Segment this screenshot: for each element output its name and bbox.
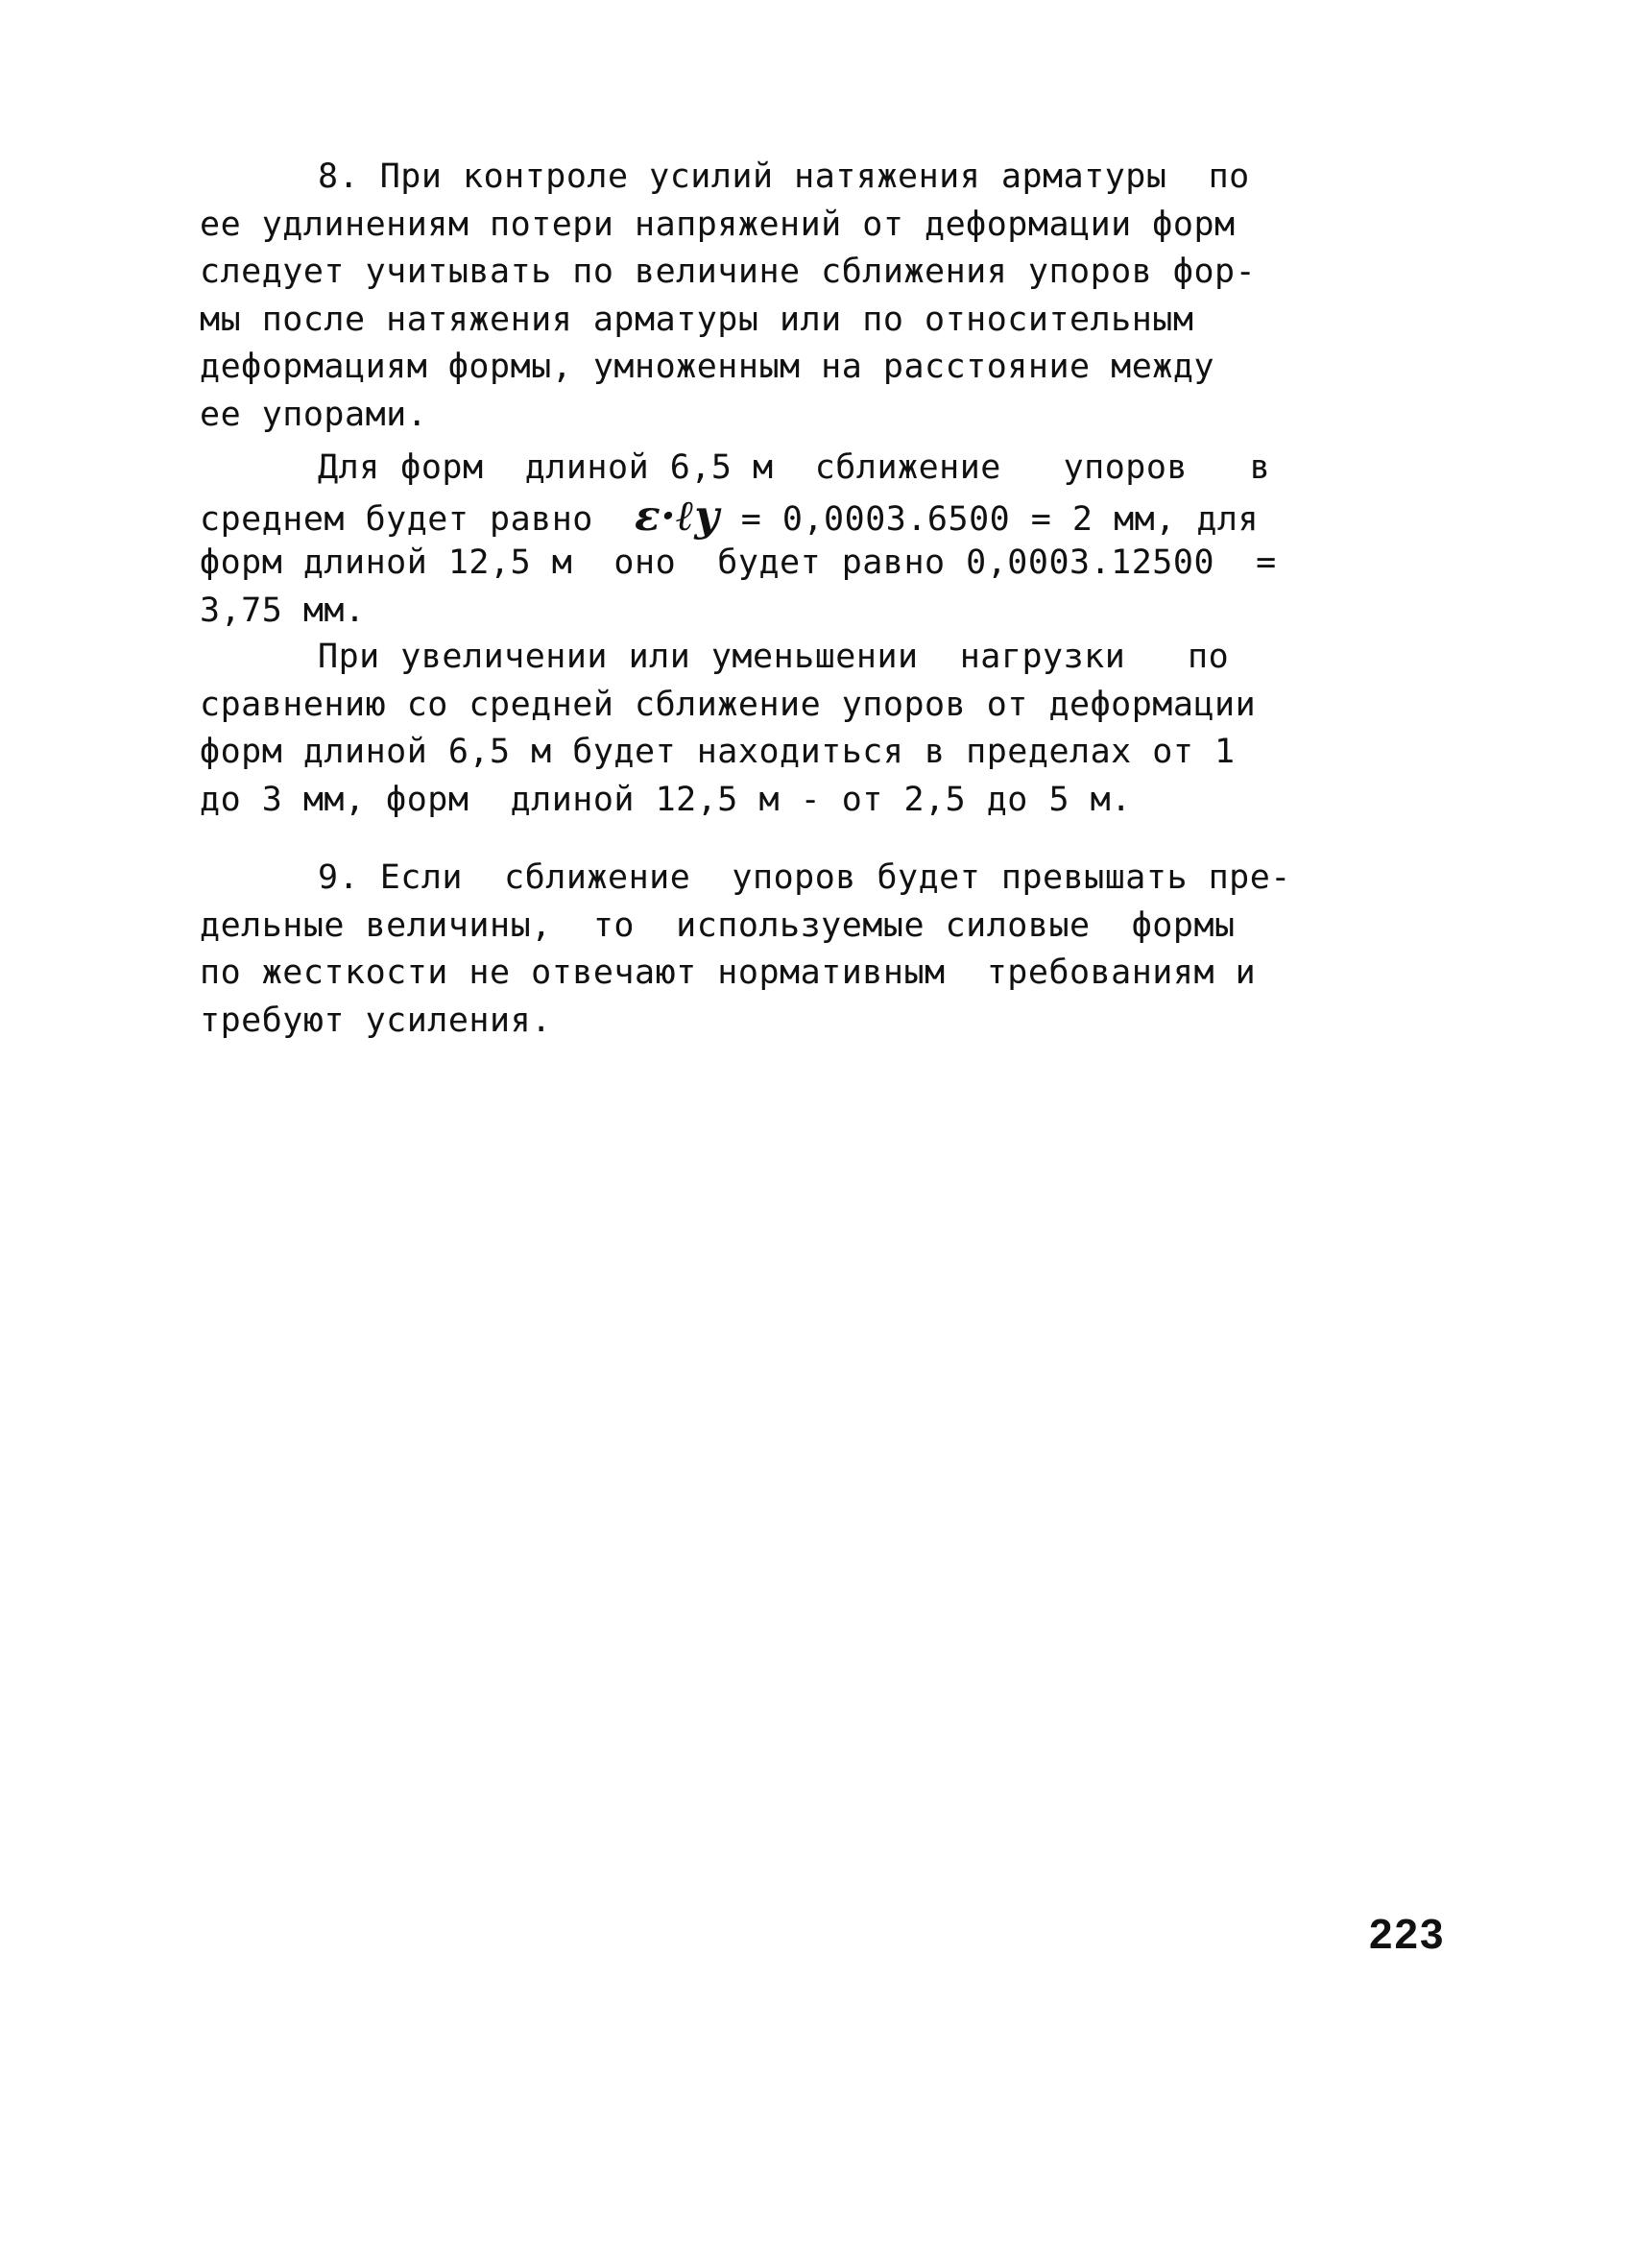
paragraph-line: 8. При контроле усилий натяжения арматуры по — [318, 157, 1250, 196]
paragraph-line: При увеличении или уменьшении нагрузки по — [318, 638, 1230, 676]
paragraph-line: сравнению со средней сближение упоров от деформации — [200, 685, 1257, 724]
paragraph-line: дельные величины, то используемые силовые формы — [200, 905, 1236, 945]
paragraph-9 — [200, 855, 1448, 1045]
paragraph-line: ее удлинениям потери напряжений от деформации форм — [200, 205, 1236, 244]
paragraph-line: деформациям формы, умноженным на расстояние между — [200, 348, 1215, 386]
formula-result-text: = 0,0003.6500 = 2 мм, для — [720, 499, 1260, 539]
paragraph-line: 3,75 мм. — [200, 591, 366, 630]
paragraph-line: форм длиной 6,5 м будет находиться в пределах от 1 — [200, 733, 1236, 771]
paragraph-line: мы после натяжения арматуры или по относительным — [200, 300, 1194, 339]
paragraph-line: следует учитывать по величине сближения упоров фор- — [200, 253, 1257, 291]
paragraph-line: Для форм длиной 6,5 м сближение упоров в — [318, 448, 1271, 487]
formula-prefix-text: среднем будет равно — [200, 499, 636, 539]
paragraph-line: до 3 мм, форм длиной 12,5 м - от 2,5 до 5 м. — [200, 780, 1132, 819]
paragraph-line: требуют усиления. — [200, 1001, 552, 1040]
paragraph-line: форм длиной 12,5 м оно будет равно 0,0003.12500 = — [200, 543, 1277, 582]
paragraph-line: 9. Если сближение упоров будет превышать пре- — [318, 858, 1291, 897]
page-number: 223 — [1369, 1911, 1446, 1958]
paragraph-line-with-formula — [200, 493, 1448, 541]
strain-length-formula: ε·ℓу — [635, 491, 721, 541]
paragraph-8 — [200, 154, 1448, 439]
paragraph-line: по жесткости не отвечают нормативным требованиям и — [200, 953, 1257, 992]
paragraph-8-load-variation — [200, 634, 1448, 824]
paragraph-8-calculation — [200, 445, 1448, 635]
paragraph-line: ее упорами. — [200, 395, 428, 434]
